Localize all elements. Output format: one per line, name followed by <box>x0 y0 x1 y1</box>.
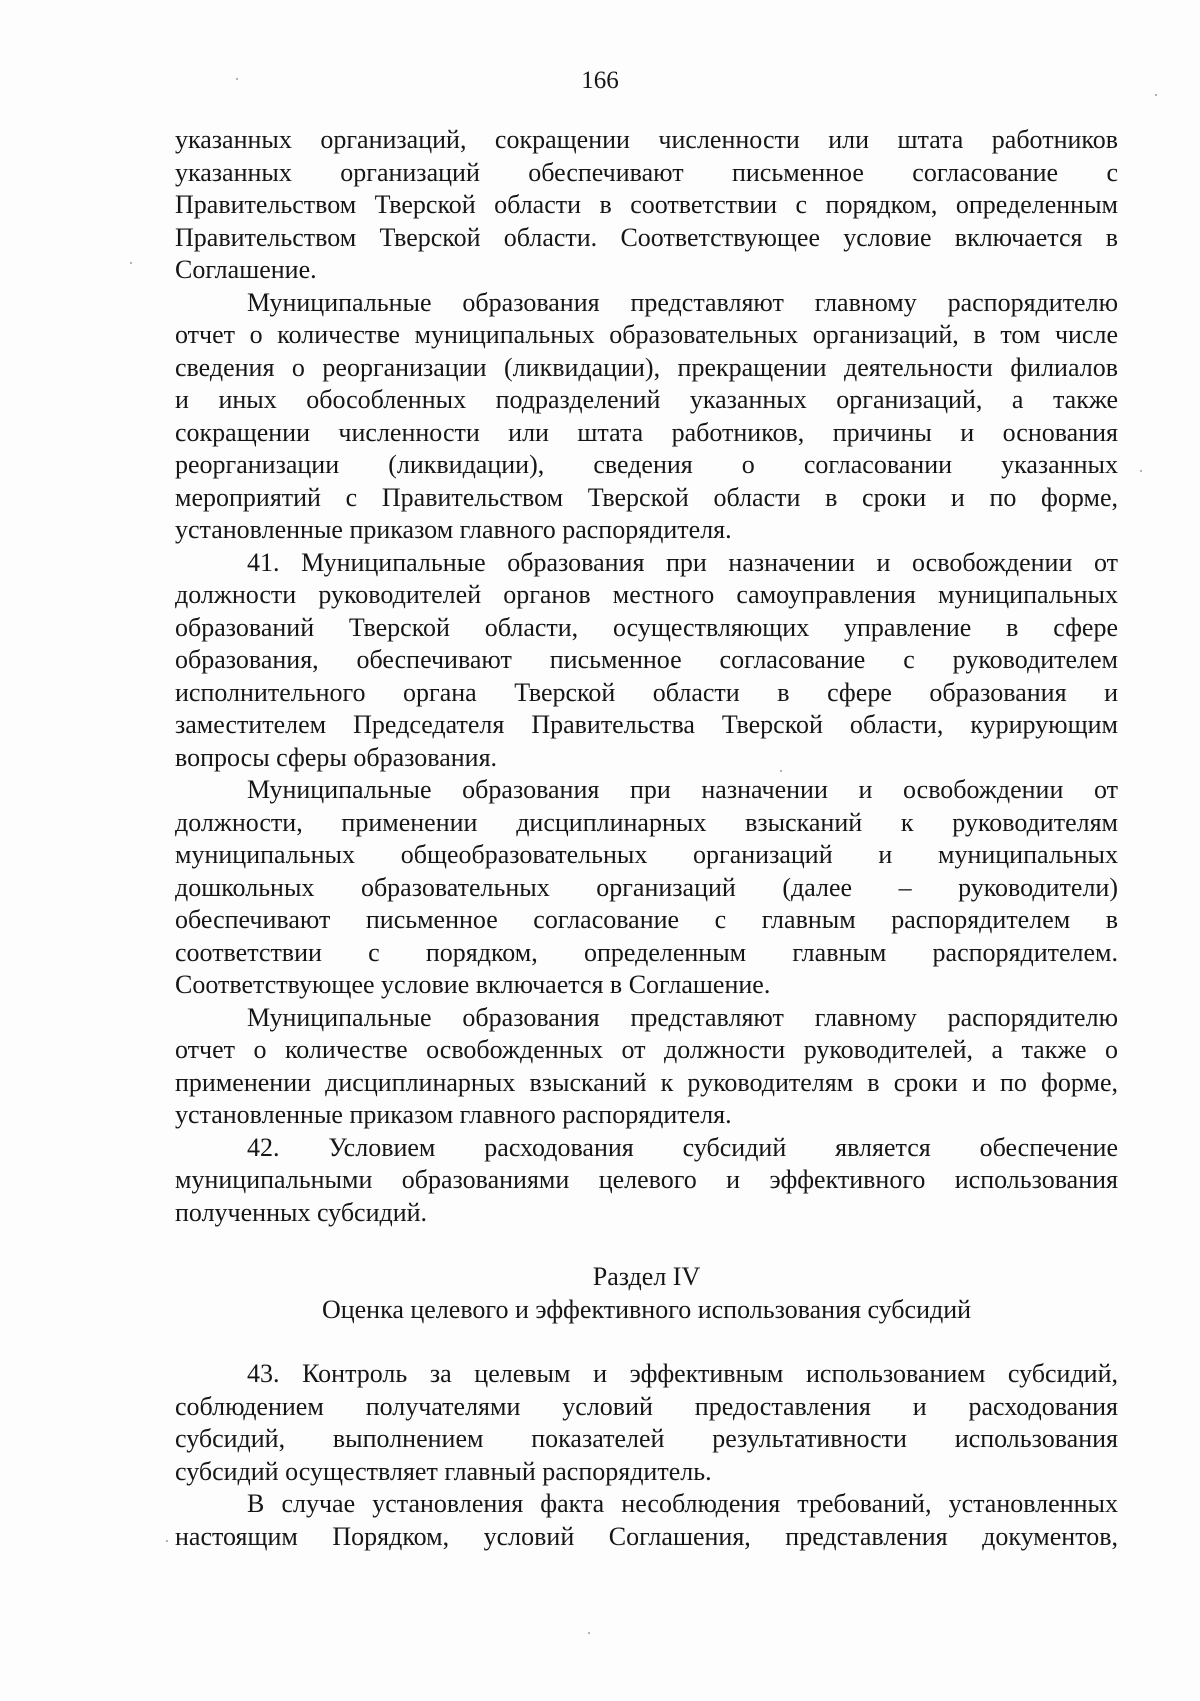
text-line: указанных организаций обеспечивают письменное согласование с <box>175 157 1118 187</box>
text-line: сведения о реорганизации (ликвидации), прекращении деятельности филиалов <box>175 352 1118 382</box>
paragraph <box>175 1488 1118 1553</box>
text-line: настоящим Порядком, условий Соглашения, представления документов, <box>175 1521 1118 1551</box>
text-line: субсидий, выполнением показателей результативности использования <box>175 1424 1118 1453</box>
text-line: соответствии с порядком, определенным главным распорядителем. <box>175 937 1118 967</box>
text-line: Муниципальные образования при назначении и освобождении от <box>247 775 1118 804</box>
paragraph <box>175 1132 1118 1230</box>
scan-speck <box>588 1632 590 1634</box>
paragraph <box>175 124 1118 287</box>
scan-speck <box>1140 470 1142 472</box>
text-line: установленные приказом главного распорядителя. <box>175 1100 732 1129</box>
paragraph <box>175 287 1118 547</box>
text-line: указанных организаций, сокращении численности или штата работников <box>175 125 1118 154</box>
text-line: 41. Муниципальные образования при назначении и освобождении от <box>247 547 1118 577</box>
text-line: 43. Контроль за целевым и эффективным использованием субсидий, <box>247 1359 1118 1388</box>
text-line: В случае установления факта несоблюдения требований, установленных <box>247 1489 1118 1518</box>
text-line: муниципальными образованиями целевого и эффективного использования <box>175 1165 1118 1194</box>
text-line: отчет о количестве муниципальных образовательных организаций, в том числе <box>175 320 1118 349</box>
text-line: субсидий осуществляет главный распорядитель. <box>175 1456 712 1486</box>
text-line: сокращении численности или штата работников, причины и основания <box>175 417 1118 447</box>
bottom-paragraphs <box>175 1358 1118 1553</box>
paragraph <box>175 1358 1118 1488</box>
paragraph <box>175 774 1118 1002</box>
text-line: Муниципальные образования представляют главному распорядителю <box>247 287 1118 317</box>
text-line: Правительством Тверской области. Соответствующее условие включается в <box>175 222 1118 252</box>
text-line: заместителем Председателя Правительства Тверской области, курирующим <box>175 710 1118 739</box>
text-line: образований Тверской области, осуществляющих управление в сфере <box>175 612 1118 642</box>
scan-speck <box>130 262 132 264</box>
section-title: Оценка целевого и эффективного использования субсидий <box>321 1294 972 1324</box>
text-line: и иных обособленных подразделений указанных организаций, а также <box>175 385 1118 414</box>
text-line: соблюдением получателями условий предоставления и расходования <box>175 1391 1118 1421</box>
text-line: Соглашение. <box>175 255 317 284</box>
text-line: полученных субсидий. <box>175 1197 428 1227</box>
text-line: обеспечивают письменное согласование с главным распорядителем в <box>175 905 1118 934</box>
text-line: должности, применении дисциплинарных взысканий к руководителям <box>175 807 1118 837</box>
scan-speck <box>1155 94 1157 96</box>
text-line: реорганизации (ликвидации), сведения о согласовании указанных <box>175 450 1118 479</box>
scan-speck <box>166 1540 168 1542</box>
paragraph <box>175 1002 1118 1132</box>
text-line: установленные приказом главного распорядителя. <box>175 515 732 544</box>
text-line: мероприятий с Правительством Тверской области в сроки и по форме, <box>175 482 1118 512</box>
text-line: отчет о количестве освобожденных от должности руководителей, а также о <box>175 1035 1118 1064</box>
text-line: Правительством Тверской области в соответствии с порядком, определенным <box>175 190 1118 219</box>
text-line: исполнительного органа Тверской области в сфере образования и <box>175 677 1118 707</box>
scan-speck <box>780 770 782 772</box>
paragraph <box>175 547 1118 775</box>
text-line: применении дисциплинарных взысканий к руководителям в сроки и по форме, <box>175 1067 1118 1097</box>
text-line: дошкольных образовательных организаций (далее – руководители) <box>175 872 1118 902</box>
scan-speck <box>236 78 238 80</box>
document-body <box>175 124 1118 1553</box>
text-line: образования, обеспечивают письменное согласование с руководителем <box>175 645 1118 674</box>
text-line: муниципальных общеобразовательных организаций и муниципальных <box>175 840 1118 869</box>
text-line: Соответствующее условие включается в Соглашение. <box>175 970 771 999</box>
page-number: 166 <box>581 67 619 94</box>
text-line: Муниципальные образования представляют главному распорядителю <box>247 1002 1118 1032</box>
section-heading: Раздел IV <box>592 1262 701 1291</box>
text-line: 42. Условием расходования субсидий является обеспечение <box>247 1132 1118 1162</box>
text-line: вопросы сферы образования. <box>175 742 498 772</box>
text-line: должности руководителей органов местного самоуправления муниципальных <box>175 580 1118 609</box>
top-paragraphs <box>175 124 1118 1229</box>
